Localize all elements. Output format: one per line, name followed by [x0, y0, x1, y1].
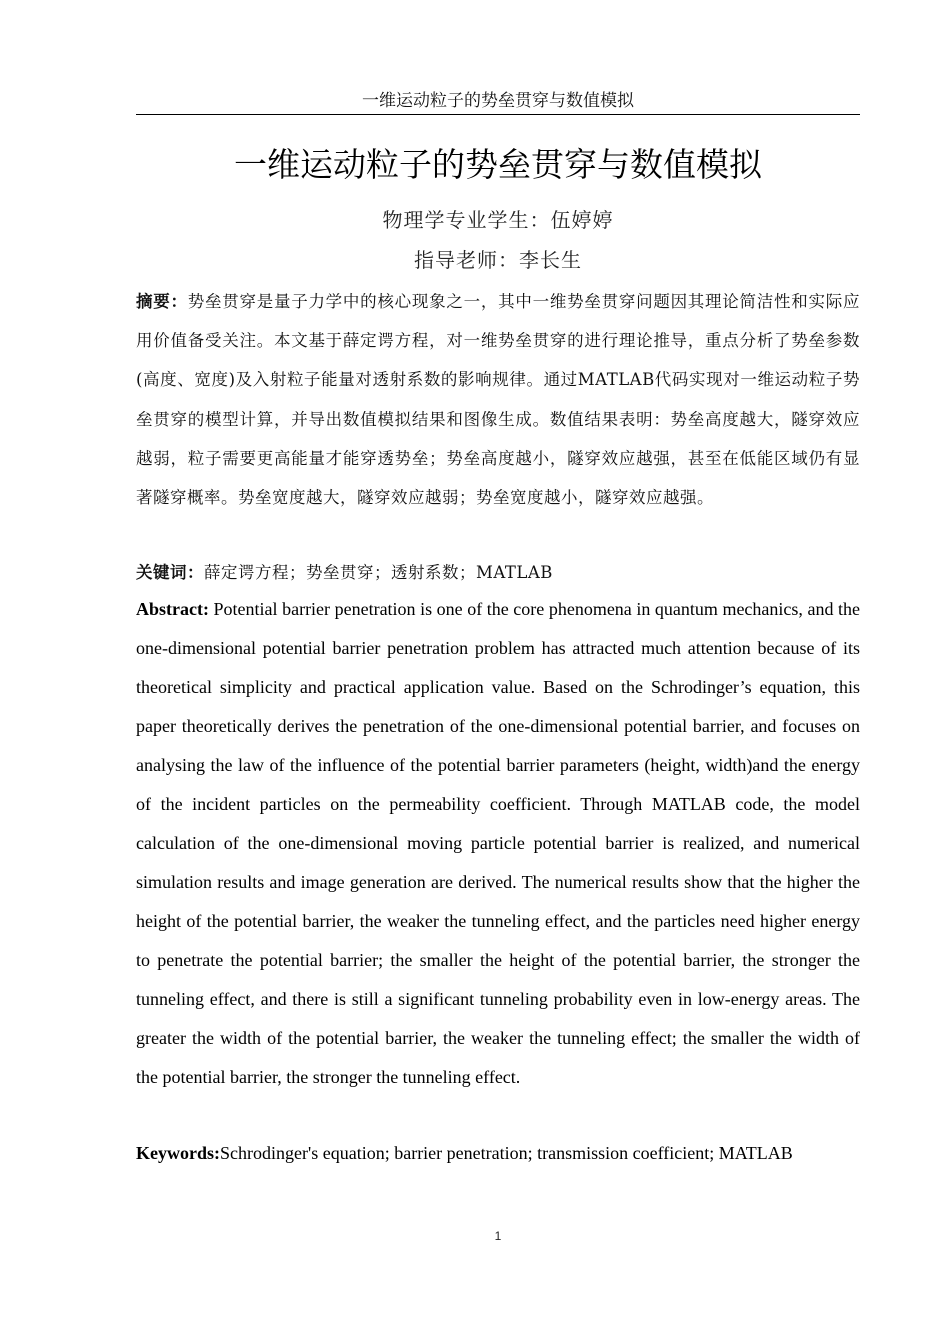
english-keywords-text: Schrodinger's equation; barrier penetration; transmission coefficient; MATLAB — [220, 1143, 793, 1163]
chinese-keywords — [136, 553, 860, 592]
english-keywords — [136, 1134, 860, 1173]
english-keywords-label: Keywords: — [136, 1143, 220, 1163]
chinese-keywords-text: 薛定谔方程；势垒贯穿；透射系数；MATLAB — [204, 563, 553, 582]
header-rule — [136, 114, 860, 115]
page-number: 1 — [494, 1229, 502, 1243]
english-abstract-text: Potential barrier penetration is one of the core phenomena in quantum mechanics, and the one-dimensional potential barrier penetration problem has attracted much attention because of its theoretical simplicity and practical application value. Based on the Schrodinger’s equation, this paper theoretically derives the penetration of the one-dimensional potential barrier, and focuses on analysing the law of the influence of the potential barrier parameters (height, width)and the energy of the incident particles on the permeability coefficient. Through MATLAB code, the model calculation of the one-dimensional moving particle potential barrier is realized, and numerical simulation results and image generation are derived. The numerical results show that the higher the height of the potential barrier, the weaker the tunneling effect, and the particles need higher energy to penetrate the potential barrier; the smaller the height of the potential barrier, the stronger the tunneling effect, and there is still a significant tunneling probability even in low-energy areas. The greater the width of the potential barrier, the weaker the tunneling effect; the smaller the width of the potential barrier, the stronger the tunneling effect. — [136, 599, 860, 1087]
chinese-abstract — [136, 282, 860, 517]
chinese-abstract-label: 摘要： — [136, 292, 188, 311]
english-abstract — [136, 590, 860, 1097]
running-header: 一维运动粒子的势垒贯穿与数值模拟 — [362, 91, 634, 111]
chinese-keywords-label: 关键词： — [136, 563, 204, 582]
english-abstract-label: Abstract: — [136, 599, 209, 619]
paper-title: 一维运动粒子的势垒贯穿与数值模拟 — [234, 145, 762, 184]
student-line: 物理学专业学生：伍婷婷 — [382, 208, 614, 232]
advisor-line: 指导老师：李长生 — [414, 248, 582, 272]
chinese-abstract-text: 势垒贯穿是量子力学中的核心现象之一，其中一维势垒贯穿问题因其理论简洁性和实际应用价值备受关注。本文基于薛定谔方程，对一维势垒贯穿的进行理论推导，重点分析了势垒参数(高度、宽度)及入射粒子能量对透射系数的影响规律。通过MATLAB代码实现对一维运动粒子势垒贯穿的模型计算，并导出数值模拟结果和图像生成。数值结果表明：势垒高度越大，隧穿效应越弱，粒子需要更高能量才能穿透势垒；势垒高度越小，隧穿效应越强，甚至在低能区域仍有显著隧穿概率。势垒宽度越大，隧穿效应越弱；势垒宽度越小，隧穿效应越强。 — [136, 292, 861, 508]
